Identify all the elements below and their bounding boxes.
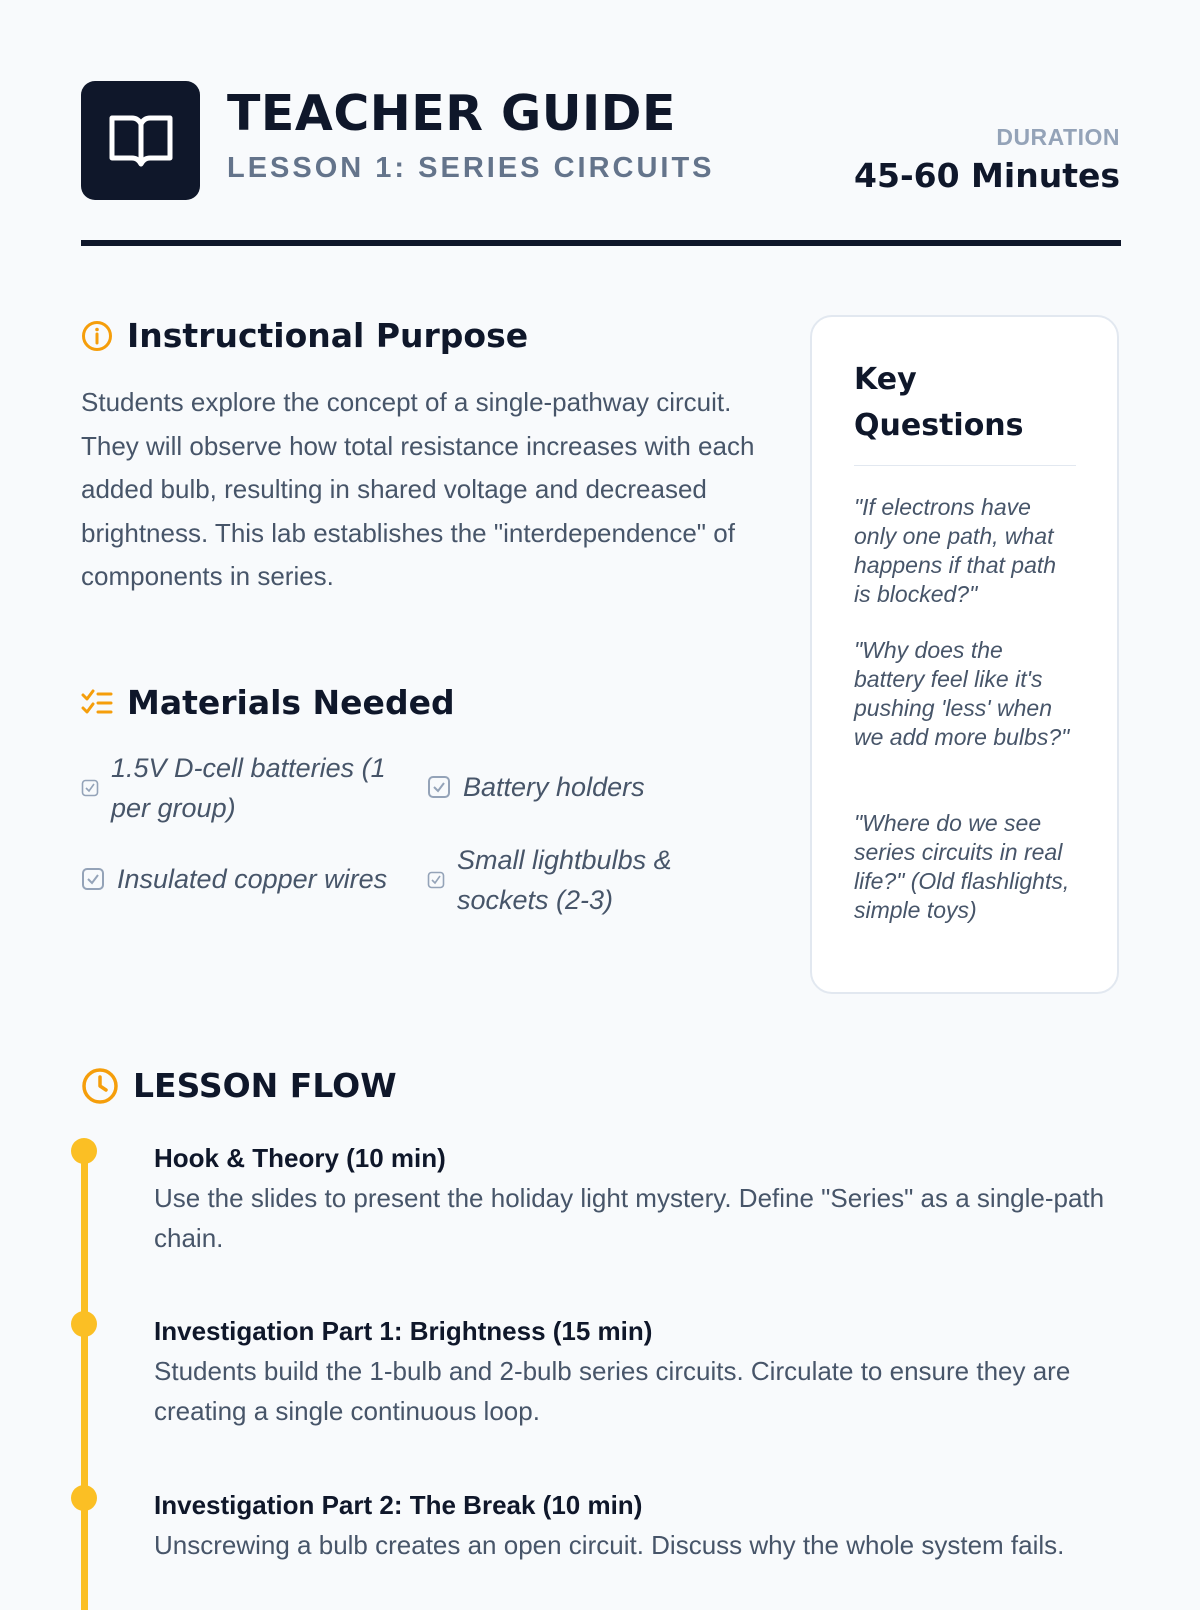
- lesson-subtitle: LESSON 1: SERIES CIRCUITS: [227, 152, 715, 184]
- key-question: "If electrons have only one path, what happens if that path is blocked?": [854, 494, 1057, 607]
- lesson-flow-heading: [81, 1066, 397, 1105]
- material-label: Small lightbulbs & sockets (2-3): [457, 845, 672, 915]
- checklist-icon: [81, 688, 113, 718]
- list-item: [81, 748, 401, 828]
- timeline-dot: [71, 1311, 97, 1337]
- checkbox-icon: [427, 775, 451, 799]
- materials-heading: [81, 683, 455, 722]
- header-divider: [81, 240, 1121, 246]
- timeline-bar: [81, 1150, 88, 1610]
- checkbox-icon: [81, 867, 105, 891]
- step-description: Unscrewing a bulb creates an open circuit. Discuss why the whole system fails.: [154, 1530, 1065, 1560]
- book-open-icon: [108, 112, 174, 170]
- purpose-heading: [81, 316, 528, 355]
- list-item: [81, 859, 421, 899]
- clock-icon: [81, 1067, 119, 1105]
- key-questions-title: Key Questions: [854, 362, 1024, 443]
- step-title: Investigation Part 2: The Break (10 min): [154, 1490, 643, 1520]
- step-description: Use the slides to present the holiday light mystery. Define "Series" as a single-path chain.: [154, 1183, 1105, 1253]
- key-question: "Why does the battery feel like it's pushing 'less' when we add more bulbs?": [854, 637, 1070, 750]
- material-label: Insulated copper wires: [117, 864, 388, 894]
- step-title: Hook & Theory (10 min): [154, 1143, 446, 1173]
- checkbox-icon: [427, 871, 445, 889]
- page-title: TEACHER GUIDE: [227, 85, 676, 142]
- purpose-text: Students explore the concept of a single-pathway circuit. They will observe how total resistance increases with each added bulb, resulting in shared voltage and decreased brightness. This lab establishes the "interdependence" of components in series.: [81, 387, 755, 591]
- timeline-dot: [71, 1485, 97, 1511]
- logo: [81, 81, 200, 200]
- material-label: Battery holders: [463, 772, 645, 802]
- duration-label: DURATION: [996, 124, 1120, 150]
- key-questions-card: [810, 315, 1119, 994]
- list-item: [427, 767, 707, 807]
- key-question: "Where do we see series circuits in real life?" (Old flashlights, simple toys): [854, 810, 1070, 923]
- key-questions-divider: [854, 465, 1076, 466]
- list-item: [427, 840, 697, 920]
- lesson-flow-heading-label: LESSON FLOW: [133, 1066, 397, 1105]
- duration-value: 45-60 Minutes: [854, 156, 1120, 195]
- material-label: 1.5V D-cell batteries (1 per group): [111, 753, 386, 823]
- step-description: Students build the 1-bulb and 2-bulb series circuits. Circulate to ensure they are creating a single continuous loop.: [154, 1356, 1071, 1426]
- info-circle-icon: [81, 320, 113, 352]
- materials-heading-label: Materials Needed: [127, 683, 455, 722]
- checkbox-icon: [81, 779, 99, 797]
- purpose-heading-label: Instructional Purpose: [127, 316, 529, 355]
- timeline-dot: [71, 1138, 97, 1164]
- step-title: Investigation Part 1: Brightness (15 min): [154, 1316, 653, 1346]
